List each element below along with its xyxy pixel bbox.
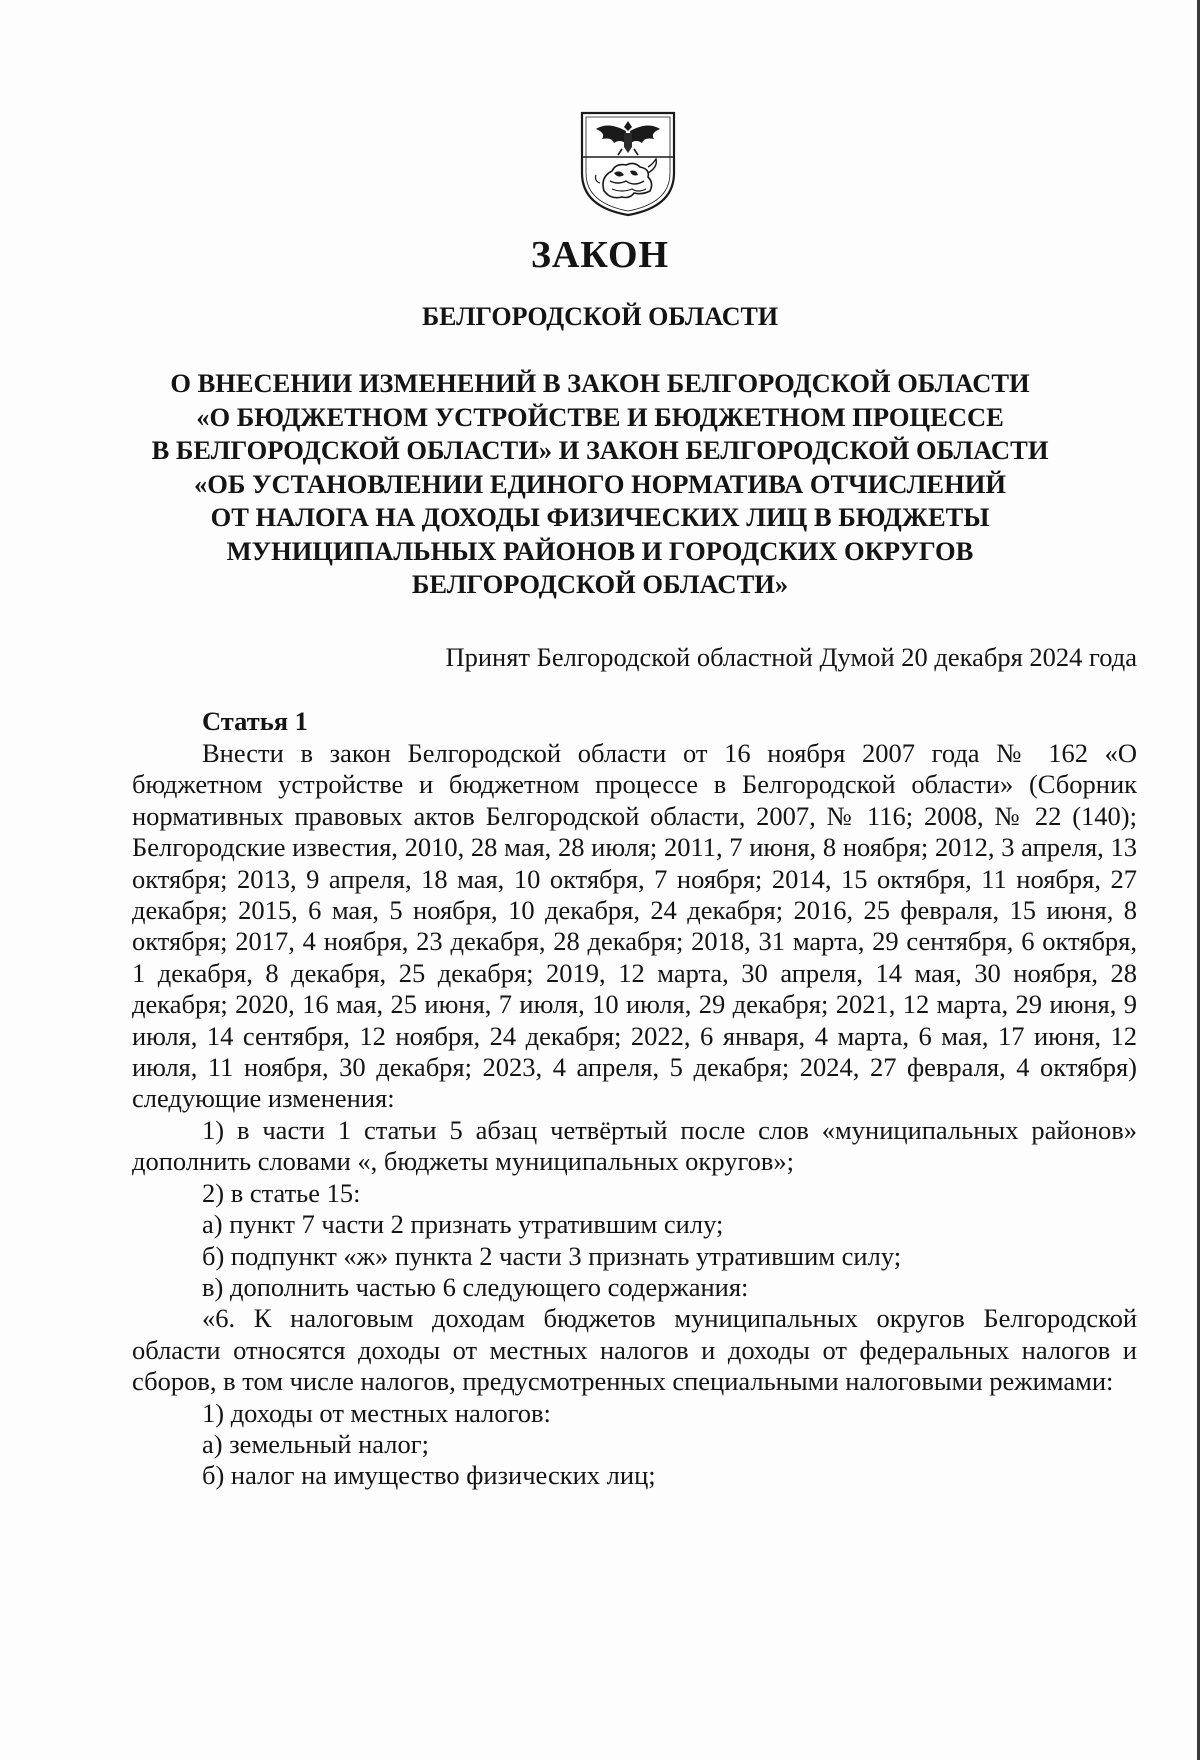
body-paragraph: Внести в закон Белгородской области от 16 ноября 2007 года № 162 «О бюджетном устройстве и бюджетном процессе в Белгородской области» (Сборник нормативных правовых актов Белгородской области, 2007, № 116; 2008, № 22 (140); Белгородские известия, 2010, 28 мая, 28 июля; 2011, 7 июня, 8 ноября; 2012, 3 апреля, 13 октября; 2013, 9 апреля, 18 мая, 10 октября, 7 ноября; 2014, 15 октября, 11 ноября, 27 декабря; 2015, 6 мая, 5 ноября, 10 декабря, 24 декабря; 2016, 25 февраля, 15 июня, 8 октября; 2017, 4 ноября, 23 декабря, 28 декабря; 2018, 31 марта, 29 сентября, 6 октября, 1 декабря, 8 декабря, 25 декабря; 2019, 12 марта, 30 апреля, 14 мая, 30 ноября, 28 декабря; 2020, 16 мая, 25 июня, 7 июля, 10 июля, 29 декабря; 2021, 12 марта, 29 июня, 9 июля, 14 сентября, 12 ноября, 24 декабря; 2022, 6 января, 4 марта, 6 мая, 17 июня, 12 июля, 11 ноября, 30 декабря; 2023, 4 апреля, 5 декабря; 2024, 27 февраля, 4 октября) следующие изменения: [132,738,1137,1114]
body-paragraph: а) земельный налог; [202,1428,429,1459]
body-paragraph: а) пункт 7 части 2 признать утратившим силу; [202,1209,724,1240]
body-paragraph: 1) в части 1 статьи 5 абзац четвёртый после слов «муниципальных районов» дополнить словами «, бюджеты муниципальных округов»; [132,1114,1137,1177]
coat-of-arms-icon [578,111,678,217]
article-title: Статья 1 [202,706,308,736]
heading-line: «О БЮДЖЕТНОМ УСТРОЙСТВЕ И БЮДЖЕТНОМ ПРОЦЕССЕ [196,401,1004,432]
document-title: ЗАКОН [530,234,670,276]
heading-line: «ОБ УСТАНОВЛЕНИИ ЕДИНОГО НОРМАТИВА ОТЧИСЛЕНИЙ [194,468,1006,499]
article-body [132,738,1137,1492]
body-paragraph: 2) в статье 15: [202,1177,361,1208]
body-paragraph: «6. К налоговым доходам бюджетов муниципальных округов Белгородской области относятся доходы от местных налогов и доходы от федеральных налогов и сборов, в том числе налогов, предусмотренных специальными налоговыми режимами: [132,1303,1137,1397]
body-paragraph: б) подпункт «ж» пункта 2 части 3 признать утратившим силу; [202,1240,902,1271]
heading-line: О ВНЕСЕНИИ ИЗМЕНЕНИЙ В ЗАКОН БЕЛГОРОДСКОЙ ОБЛАСТИ [170,368,1030,398]
body-paragraph: 1) доходы от местных налогов: [202,1397,551,1428]
body-paragraph: б) налог на имущество физических лиц; [202,1460,656,1491]
body-paragraph: в) дополнить частью 6 следующего содержания: [202,1271,749,1302]
heading-line: БЕЛГОРОДСКОЙ ОБЛАСТИ» [411,569,789,599]
adoption-note: Принят Белгородской областной Думой 20 декабря 2024 года [445,642,1137,672]
law-heading [100,367,1100,602]
heading-line: МУНИЦИПАЛЬНЫХ РАЙОНОВ И ГОРОДСКИХ ОКРУГОВ [226,535,974,566]
heading-line: ОТ НАЛОГА НА ДОХОДЫ ФИЗИЧЕСКИХ ЛИЦ В БЮДЖЕТЫ [210,502,990,532]
heading-line: В БЕЛГОРОДСКОЙ ОБЛАСТИ» И ЗАКОН БЕЛГОРОДСКОЙ ОБЛАСТИ [151,435,1049,465]
document-region: БЕЛГОРОДСКОЙ ОБЛАСТИ [421,302,779,331]
